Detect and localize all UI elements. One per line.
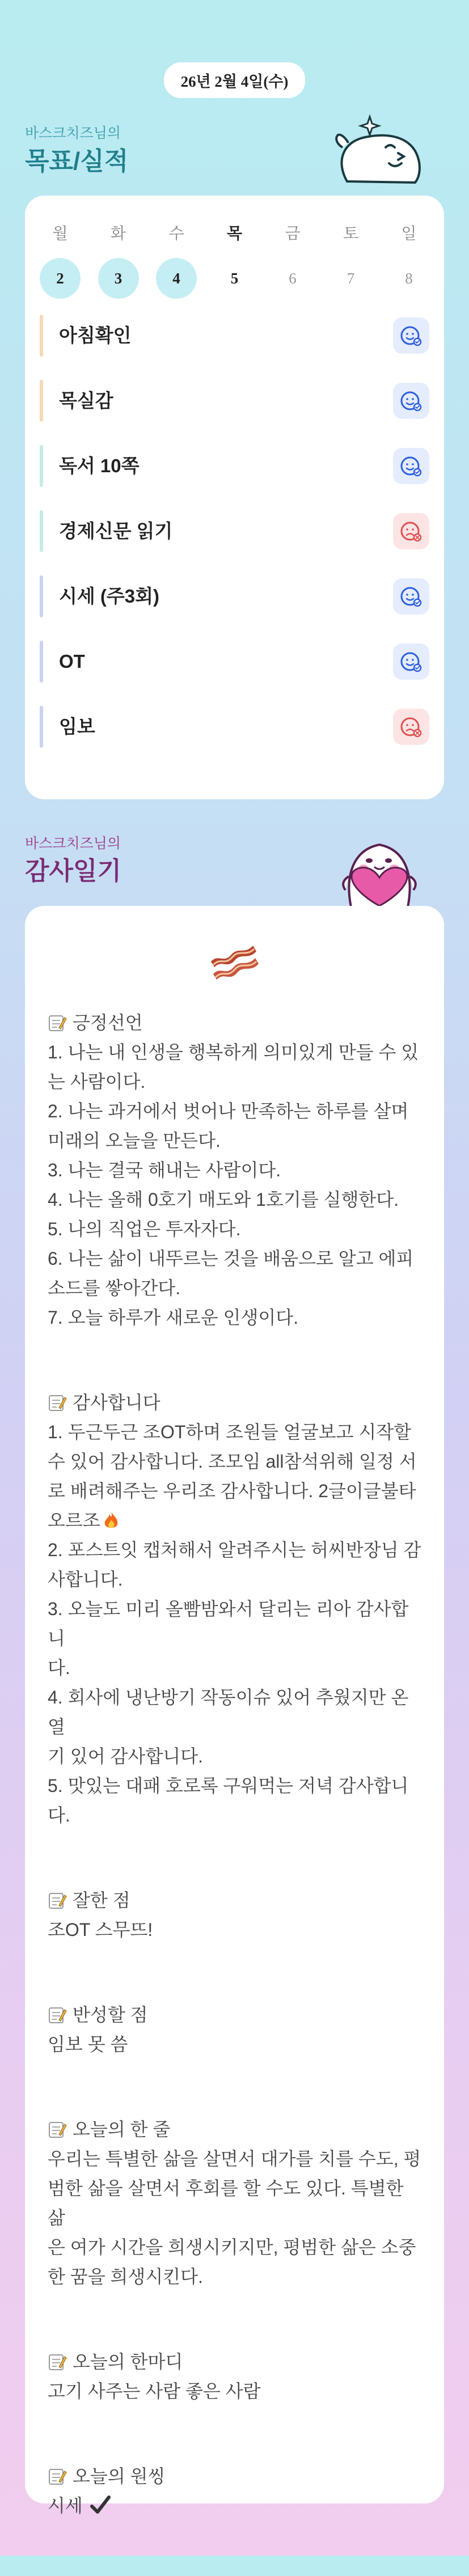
habit-item[interactable] [40, 380, 429, 422]
journal-heading-text: 오늘의 원씽 [73, 2466, 166, 2486]
day-sun[interactable] [388, 223, 429, 299]
journal-line: 1. 두근두근 조OT하며 조원들 얼굴보고 시작할 [48, 1422, 412, 1442]
day-name: 화 [110, 225, 126, 243]
journal-reflection [48, 2000, 421, 2059]
frown-x-icon [393, 709, 429, 745]
frown-x-icon[interactable] [393, 513, 429, 549]
journal-line: 은 여가 시간을 희생시키지만, 평범한 삶은 소중 [48, 2237, 416, 2257]
habit-item[interactable] [40, 706, 429, 748]
journal-line: 2. 포스트잇 캡처해서 알려주시는 허씨반장님 감 [48, 1540, 421, 1560]
journal-line: 고기 사주는 사람 좋은 사람 [48, 2381, 261, 2401]
day-date: 2 [40, 258, 81, 299]
day-name: 토 [343, 225, 359, 243]
habit-color-bar [40, 510, 43, 552]
habit-label: 시세 (주3회) [59, 586, 160, 607]
journal-line: 사합니다. [48, 1569, 123, 1590]
habit-item[interactable] [40, 445, 429, 487]
ghost-mascot-icon [331, 113, 428, 187]
habit-color-bar [40, 575, 43, 617]
habit-label: 경제신문 읽기 [59, 520, 173, 541]
journal-line: 한 꿈을 희생시킨다. [48, 2266, 203, 2287]
habit-label: 아침확인 [59, 325, 132, 346]
journal-heading [48, 2461, 421, 2491]
memo-icon [48, 2120, 67, 2139]
journal-affirmation [48, 1008, 421, 1332]
journal-line: 5. 맛있는 대패 호로록 구워먹는 저녁 감사합니 [48, 1776, 409, 1796]
journal-line: 는 사람이다. [48, 1071, 146, 1092]
day-name: 금 [285, 225, 301, 243]
week-strip [40, 223, 429, 299]
frown-x-icon[interactable] [393, 709, 429, 745]
day-sat[interactable] [331, 223, 371, 299]
fire-icon [103, 1511, 120, 1530]
smile-check-icon[interactable] [393, 317, 429, 354]
frown-x-icon [393, 513, 429, 549]
memo-icon [48, 1393, 67, 1412]
gratitude-title: 감사일기 [25, 857, 122, 885]
journal-line-text: 오르조 [48, 1510, 100, 1531]
day-name: 월 [52, 225, 68, 243]
day-name: 일 [401, 225, 417, 243]
journal-heading-text: 잘한 점 [73, 1890, 130, 1910]
habit-color-bar [40, 641, 43, 683]
habit-color-bar [40, 445, 43, 487]
journal-line: 우리는 특별한 삶을 살면서 대가를 치를 수도, 평 [48, 2149, 421, 2169]
habit-color-bar [40, 706, 43, 748]
journal-heading-text: 감사합니다 [73, 1392, 160, 1413]
journal-line-text: 시세 [48, 2496, 83, 2516]
journal-line: 2. 나는 과거에서 벗어나 만족하는 하루를 살며 [48, 1101, 409, 1121]
journal-heading [48, 1886, 421, 1915]
day-date: 8 [405, 270, 413, 287]
journal-line: 기 있어 감사합니다. [48, 1746, 203, 1766]
journal-line: 3. 나는 결국 해내는 사람이다. [48, 1160, 281, 1180]
habit-label: OT [59, 651, 85, 672]
gratitude-subtitle: 바스크치즈님의 [25, 836, 121, 851]
smile-check-icon [393, 383, 429, 419]
journal-quote [48, 2115, 421, 2291]
journal-line: 조OT 스무뜨! [48, 1920, 153, 1940]
journal [48, 1008, 421, 2576]
journal-line: 4. 나는 올해 0호기 매도와 1호기를 실행한다. [48, 1189, 399, 1210]
day-fri[interactable] [272, 223, 313, 299]
journal-line: 3. 오늘도 미리 올빰밤와서 달리는 리아 감사합니 [48, 1599, 409, 1649]
journal-heading-text: 반성할 점 [73, 2005, 148, 2025]
smile-check-icon [393, 448, 429, 484]
day-date: 5 [230, 270, 239, 287]
journal-line [48, 2491, 421, 2520]
journal-line: 6. 나는 삶이 내뚜르는 것을 배움으로 알고 에피 [48, 1248, 414, 1269]
habit-item[interactable] [40, 575, 429, 617]
smile-check-icon[interactable] [393, 383, 429, 419]
day-tue[interactable] [98, 223, 139, 299]
journal-line [48, 1506, 421, 1535]
day-date: 6 [289, 270, 297, 287]
journal-heading-text: 긍정선언 [73, 1012, 143, 1033]
habit-label: 임보 [59, 716, 95, 737]
day-name: 목 [226, 225, 243, 243]
journal-line: 로 배려해주는 우리조 감사합니다. 2글이글불타 [48, 1481, 416, 1501]
day-date: 3 [98, 258, 139, 299]
journal-line: 소드를 쌓아간다. [48, 1278, 181, 1298]
journal-line: 미래의 오늘을 만든다. [48, 1130, 221, 1151]
habit-item[interactable] [40, 641, 429, 683]
habit-color-bar [40, 380, 43, 422]
habit-item[interactable] [40, 315, 429, 357]
journal-heading-text: 오늘의 한 줄 [73, 2119, 171, 2139]
journal-did-well [48, 1886, 421, 1944]
journal-heading-text: 오늘의 한마디 [73, 2352, 183, 2372]
bacon-icon [208, 934, 262, 989]
journal-line: 4. 회사에 냉난방기 작동이슈 있어 추웠지만 온열 [48, 1687, 409, 1737]
journal-line: 다. [48, 1658, 70, 1678]
smile-check-icon[interactable] [393, 578, 429, 615]
memo-icon [48, 1013, 67, 1032]
date-pill[interactable]: 26년 2월 4일(수) [164, 62, 306, 98]
goals-subtitle: 바스크치즈님의 [25, 125, 121, 141]
smile-check-icon[interactable] [393, 643, 429, 680]
gratitude-card [25, 906, 444, 2516]
day-thu[interactable] [214, 223, 255, 299]
goals-card [25, 196, 444, 799]
journal-line: 7. 오늘 하루가 새로운 인생이다. [48, 1307, 299, 1328]
day-wed[interactable] [156, 223, 197, 299]
habit-label: 목실감 [59, 390, 113, 411]
journal-heading [48, 1008, 421, 1037]
smile-check-icon [393, 578, 429, 615]
memo-icon [48, 1891, 67, 1910]
journal-line: 다. [48, 1805, 70, 1825]
day-mon[interactable] [40, 223, 81, 299]
memo-icon [48, 2352, 67, 2371]
smile-check-icon [393, 317, 429, 354]
habit-item[interactable] [40, 510, 429, 552]
journal-line: 임보 못 씀 [48, 2034, 128, 2054]
journal-line: 5. 나의 직업은 투자자다. [48, 1219, 241, 1239]
journal-heading [48, 2000, 421, 2030]
memo-icon [48, 2467, 67, 2486]
journal-heading [48, 2347, 421, 2376]
habit-list [40, 315, 429, 771]
check-mark-icon [88, 2494, 111, 2516]
heart-mascot-icon [328, 828, 430, 907]
journal-gratitude [48, 1388, 421, 1830]
day-name: 수 [168, 225, 184, 243]
memo-icon [48, 2005, 67, 2024]
journal-remark [48, 2347, 421, 2406]
habit-color-bar [40, 315, 43, 357]
journal-heading [48, 1388, 421, 1417]
journal-line: 범한 삶을 살면서 후회를 할 수도 있다. 특별한 삶 [48, 2178, 404, 2228]
smile-check-icon[interactable] [393, 448, 429, 484]
journal-line: 수 있어 감사합니다. 조모임 all참석위해 일정 서 [48, 1451, 417, 1472]
day-date: 7 [347, 270, 355, 287]
journal-heading [48, 2115, 421, 2144]
smile-check-icon [393, 643, 429, 680]
journal-line: 1. 나는 내 인생을 행복하게 의미있게 만들 수 있 [48, 1042, 419, 1062]
habit-label: 독서 10쪽 [59, 455, 140, 476]
journal-one-thing [48, 2461, 421, 2520]
goals-title: 목표/실적 [25, 147, 129, 175]
day-date: 4 [156, 258, 197, 299]
